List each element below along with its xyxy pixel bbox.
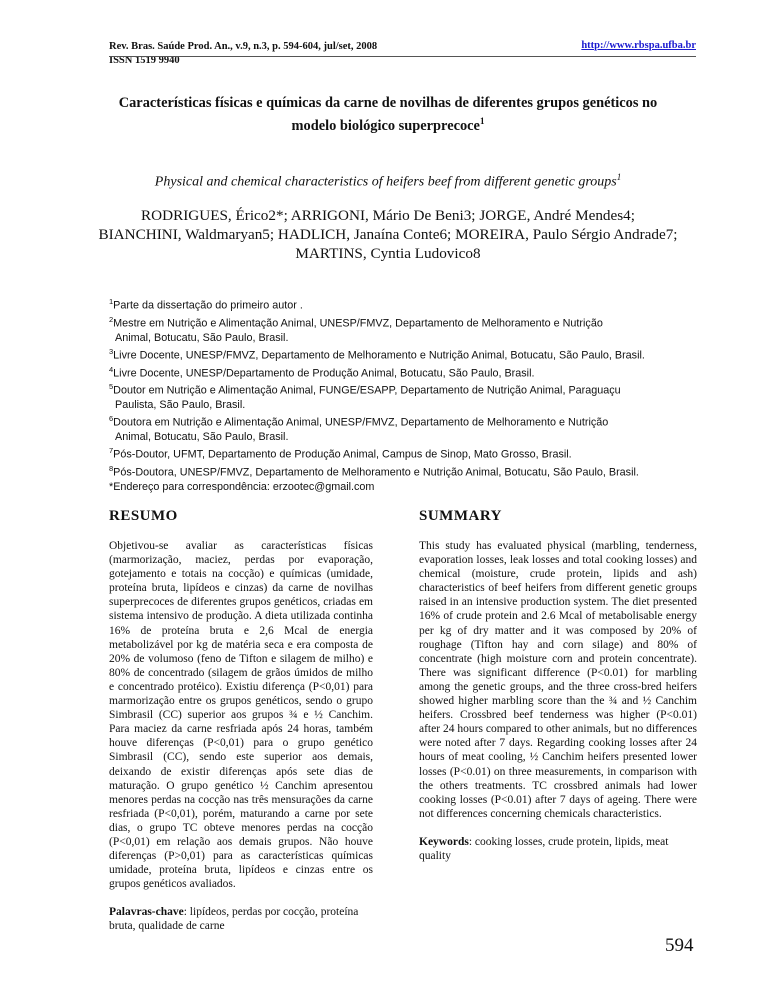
title-text: Características físicas e químicas da carne de novilhas de diferentes grupos genéticos no modelo biológico superprecoce [118, 95, 658, 134]
journal-url-link[interactable]: http://www.rbspa.ufba.br [581, 40, 696, 51]
affiliation-line [109, 444, 709, 462]
affiliation-text: Livre Docente, UNESP/Departamento de Produção Animal, Botucatu, São Paulo, Brasil. [113, 367, 535, 380]
author-line: MARTINS, Cyntia Ludovico8 [295, 245, 481, 262]
affiliation-number: 6 [109, 414, 114, 424]
affiliation-number: 7 [109, 446, 114, 456]
affiliation-number: 4 [109, 364, 114, 374]
keywords-text: : cooking losses, crude protein, lipids, meat quality [419, 835, 669, 862]
affiliation-text: Doutora em Nutrição e Alimentação Animal, UNESP/FMVZ, Departamento de Melhoramento e Nutrição [113, 416, 609, 429]
paper-subtitle [100, 172, 676, 191]
keywords [419, 835, 697, 863]
resumo-text: Objetivou-se avaliar as características físicas (marmorização, maciez, perdas por evaporação, gotejamento e totais na cocção) e químicas (umidade, proteína bruta, lipídeos e cinzas) da carne de novilhas superprecoces de diferentes grupos genéticos, criadas em sistema intensivo de produção. A dieta utilizada continha 16% de proteína bruta e 2,6 Mcal de energia metabolizável por kg de matéria seca e era composta de 20% de volumoso (feno de Tifton e silagem de milho) e 80% de concentrado (silagem de grãos úmidos de milho e concentrado protéico). Existiu diferença (P<0,01) para marmorização entre os grupos genéticos, sendo o grupo Simbrasil (CC) superior aos grupos ¾ e ½ Canchim. Para maciez da carne resfriada após 24 horas, também houve diferenças (P<0,01) para o grupo genético Simbrasil (CC), sendo este superior aos demais, deixando de existir diferenças após sete dias de maturação. O grupo genético ½ Canchim apresentou menores perdas na cocção nas três mensurações da carne resfriada (P<0,01), porém, maturando a carne por sete dias, o grupo TC obteve menores perdas na cocção (P<0,01) em relação aos demais grupos. Não houve diferenças (P>0,01) para as características químicas umidade, proteína bruta, lipídeos e cinzas entre os grupos genéticos avaliados. [109, 540, 373, 891]
affiliation-line [109, 295, 709, 313]
subtitle-text: Physical and chemical characteristics of heifers beef from different genetic groups [154, 174, 617, 190]
summary-heading: SUMMARY [419, 508, 502, 524]
affiliation-number: 5 [109, 382, 114, 392]
affiliation-line [109, 331, 709, 345]
title-footnote-mark: 1 [479, 116, 485, 126]
affiliation-number: 8 [109, 464, 114, 474]
author-list [88, 206, 688, 263]
affiliation-line [109, 380, 709, 398]
palavras-chave-label: Palavras-chave [109, 906, 184, 919]
affiliation-line [109, 363, 709, 381]
affiliation-text: Doutor em Nutrição e Alimentação Animal, FUNGE/ESAPP, Departamento de Nutrição Animal, Paraguaçu [113, 384, 621, 397]
affiliation-line [109, 412, 709, 430]
author-line: BIANCHINI, Waldmaryan5; HADLICH, Janaína Conte6; MOREIRA, Paulo Sérgio Andrade7; [98, 226, 678, 243]
affiliation-line [109, 430, 709, 444]
resumo-column [109, 508, 373, 934]
journal-citation: Rev. Bras. Saúde Prod. An., v.9, n.3, p. 594-604, jul/set, 2008 [109, 41, 378, 52]
affiliation-number: 1 [109, 297, 114, 306]
paper-title [100, 94, 676, 135]
affiliation-text: Pós-Doutor, UFMT, Departamento de Produção Animal, Campus de Sinop, Mato Grosso, Brasil. [113, 448, 572, 461]
palavras-chave-text: : lipídeos, perdas por cocção, proteína bruta, qualidade de carne [109, 906, 359, 933]
affiliation-text: Animal, Botucatu, São Paulo, Brasil. [115, 331, 289, 344]
affiliation-line [109, 398, 709, 412]
affiliation-text: Animal, Botucatu, São Paulo, Brasil. [115, 431, 289, 444]
page-number: 594 [665, 935, 694, 956]
palavras-chave [109, 905, 373, 933]
resumo-heading: RESUMO [109, 508, 178, 524]
subtitle-footnote-mark: 1 [616, 172, 622, 182]
correspondence-line [109, 480, 709, 494]
keywords-label: Keywords [419, 835, 469, 848]
affiliation-line [109, 345, 709, 363]
affiliation-text: Pós-Doutora, UNESP/FMVZ, Departamento de Melhoramento e Nutrição Animal, Botucatu, São Paulo, Brasil. [113, 466, 639, 479]
summary-text: This study has evaluated physical (marbling, tenderness, evaporation losses, leak losses and total cooking losses) and chemical (moisture, crude protein, lipids and ash) characteristics of beef heifers from different genetic groups raised in an intensive production system. The diet presented 16% of crude protein and 2.6 Mcal of metabolisable energy per kg of dry matter and it was composed by 20% of roughage (Tifton hay and corn silage) and 80% of concentrate (high moisture corn and protein concentrate). There was significant difference (P<0.01) for marbling among the genetic groups, and the three cross-bred heifers showed higher marbling score than the ¾ and ½ Canchim heifers. Crossbred beef tenderness was higher (P<0.01) after 24 hours compared to other animals, but no differences were noted after 7 days. Regarding cooking losses after 24 hours of meat cooling, ½ Canchim heifers presented lower losses (P<0.01) on three measurements, in comparison with the others treatments. TC crossbred animals had lower cooking losses (P<0.01) after 7 days of ageing. There were not differences concerning chemicals characteristics. [419, 540, 697, 820]
summary-column [419, 508, 697, 863]
affiliation-text: Livre Docente, UNESP/FMVZ, Departamento de Melhoramento e Nutrição Animal, Botucatu, São Paulo, Brasil. [113, 349, 645, 362]
affiliation-text: Paulista, São Paulo, Brasil. [115, 399, 246, 412]
correspondence-text: *Endereço para correspondência: erzootec@gmail.com [109, 480, 375, 493]
affiliation-line [109, 313, 709, 331]
header-journal [109, 40, 377, 68]
journal-issn: ISSN 1519 9940 [109, 55, 180, 66]
affiliation-text: Parte da dissertação do primeiro autor . [113, 299, 303, 312]
author-line: RODRIGUES, Érico2*; ARRIGONI, Mário De Beni3; JORGE, André Mendes4; [141, 207, 635, 224]
affiliation-number: 2 [109, 314, 114, 324]
affiliation-text: Mestre em Nutrição e Alimentação Animal, UNESP/FMVZ, Departamento de Melhoramento e Nutrição [113, 317, 603, 330]
header-rule [109, 56, 696, 57]
affiliation-line [109, 462, 709, 480]
affiliation-list [109, 295, 709, 494]
affiliation-number: 3 [109, 346, 114, 356]
